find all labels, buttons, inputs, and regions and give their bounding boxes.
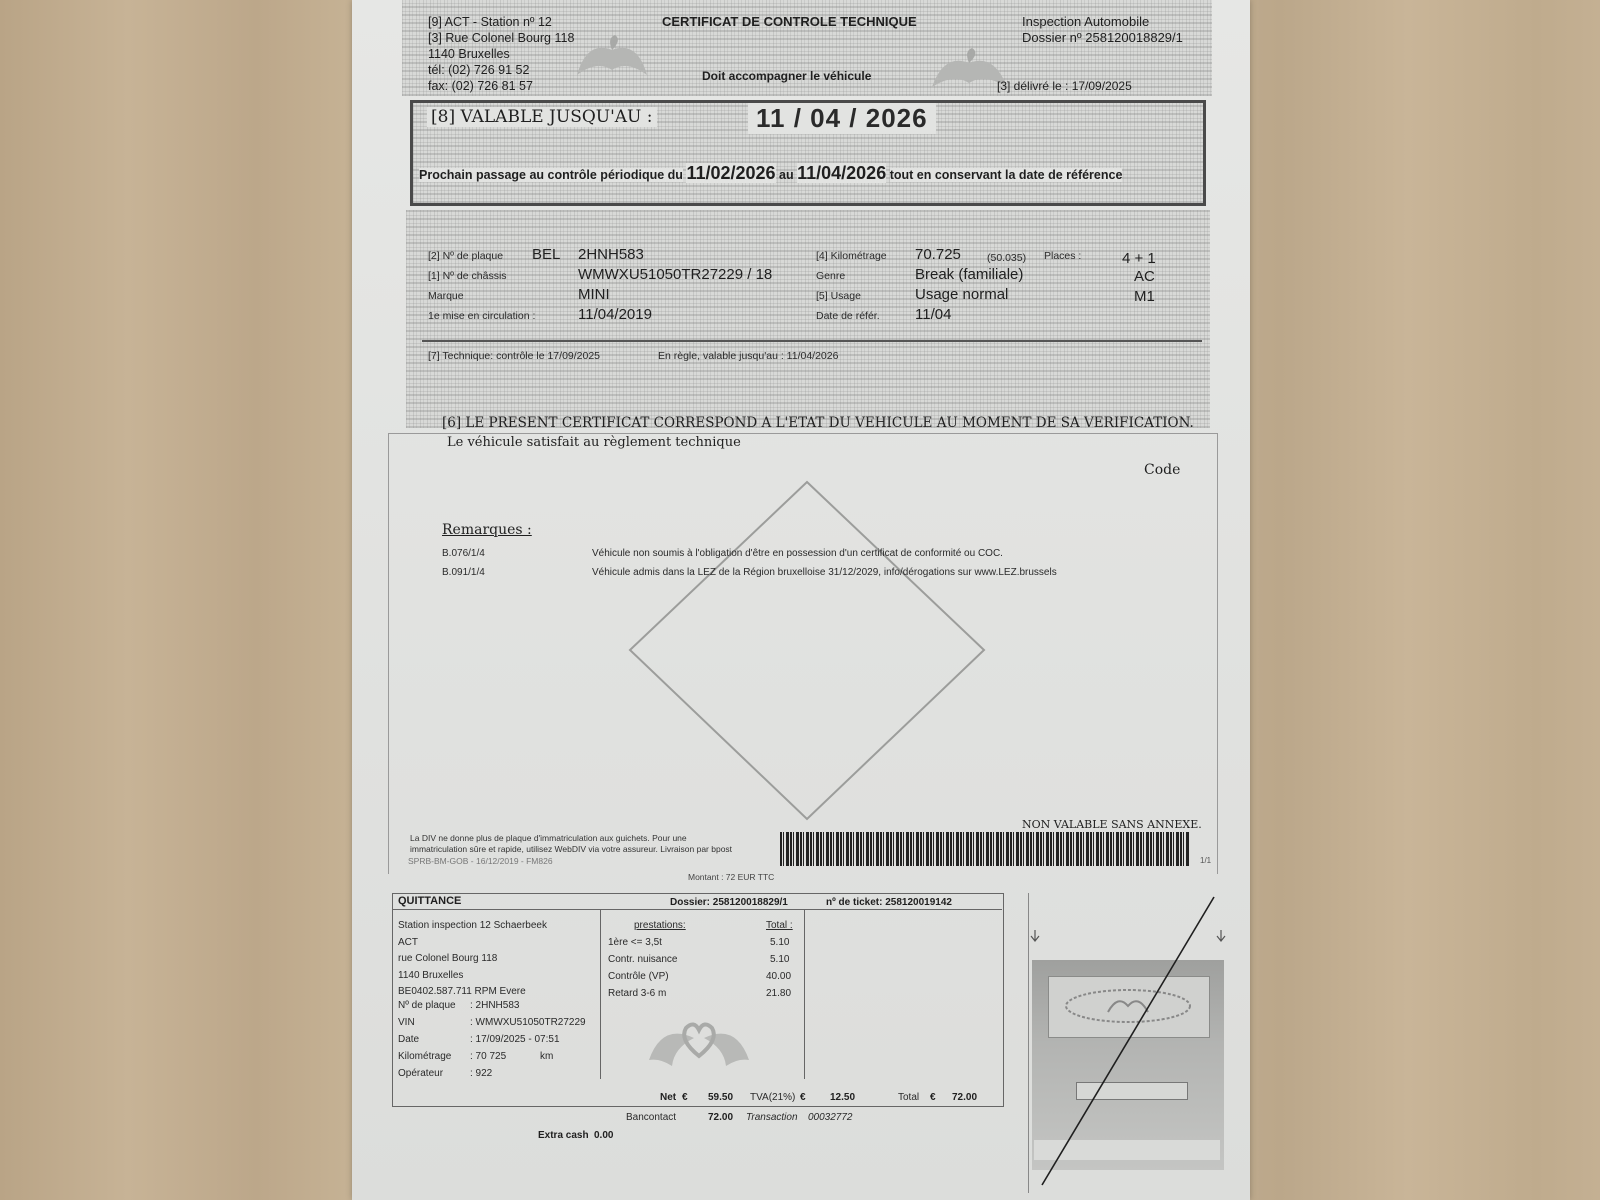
usage-code: M1 bbox=[1134, 288, 1155, 305]
inspection-name: Inspection Automobile bbox=[1022, 14, 1150, 29]
extra-cash-label: Extra cash bbox=[538, 1130, 589, 1141]
marque-value: MINI bbox=[578, 286, 610, 303]
receipt-station-line: BE0402.587.711 RPM Evere bbox=[398, 986, 526, 997]
div-notice-line: La DIV ne donne plus de plaque d'immatriculation aux guichets. Pour une bbox=[410, 833, 687, 843]
next-inspection-line bbox=[419, 163, 1122, 184]
vehicle-separator bbox=[422, 340, 1202, 342]
receipt-station-line: ACT bbox=[398, 936, 418, 948]
receipt-plate-label: Nº de plaque bbox=[398, 1000, 456, 1011]
next-from: 11/02/2026 bbox=[686, 163, 776, 183]
receipt-station-line: Station inspection 12 Schaerbeek bbox=[398, 920, 547, 931]
station-tel: tél: (02) 726 91 52 bbox=[428, 63, 530, 77]
remarks-title: Remarques : bbox=[442, 522, 532, 538]
total-euro: € bbox=[930, 1092, 936, 1103]
vat-value: 12.50 bbox=[830, 1092, 856, 1103]
amount-line: Montant : 72 EUR TTC bbox=[688, 872, 775, 882]
usage-value: Usage normal bbox=[915, 286, 1009, 303]
code-label: Code bbox=[1144, 462, 1181, 478]
next-prefix: Prochain passage au contrôle périodique du bbox=[419, 168, 683, 182]
reference-date-value: 11/04 bbox=[915, 306, 952, 323]
dossier-number: Dossier nº 258120018829/1 bbox=[1022, 30, 1183, 45]
first-registration-value: 11/04/2019 bbox=[578, 306, 652, 323]
marque-label: Marque bbox=[428, 290, 464, 302]
station-line: [9] ACT - Station nº 12 bbox=[428, 15, 552, 29]
plate-label: [2] Nº de plaque bbox=[428, 250, 504, 262]
receipt-station-line: rue Colonel Bourg 118 bbox=[398, 953, 498, 964]
bancontact-value: 72.00 bbox=[708, 1112, 734, 1123]
prestations-header: prestations: bbox=[634, 920, 686, 931]
chassis-label: [1] Nº de châssis bbox=[428, 270, 507, 282]
service-item-amount: 40.00 bbox=[766, 971, 792, 982]
receipt-km-value: : 70 725 bbox=[470, 1051, 507, 1062]
net-label: Net bbox=[660, 1092, 677, 1103]
valid-until-line: En règle, valable jusqu'au : 11/04/2026 bbox=[658, 350, 839, 362]
div-notice bbox=[410, 833, 732, 855]
satisfies-statement: Le véhicule satisfait au règlement technique bbox=[447, 435, 741, 450]
station-address bbox=[428, 14, 618, 94]
vat-label: TVA(21%) bbox=[750, 1092, 796, 1103]
first-registration-label: 1e mise en circulation : bbox=[428, 310, 536, 322]
service-item-name: Retard 3-6 m bbox=[608, 988, 667, 999]
receipt-dossier: Dossier: 258120018829/1 bbox=[670, 897, 788, 908]
net-euro: € bbox=[682, 1092, 688, 1103]
inspection-info bbox=[1022, 14, 1222, 46]
bancontact-label: Bancontact bbox=[626, 1112, 677, 1123]
receipt-station-block bbox=[398, 918, 547, 1001]
next-mid: au bbox=[779, 168, 794, 182]
total-label: Total bbox=[898, 1092, 920, 1103]
next-to: 11/04/2026 bbox=[797, 163, 887, 183]
receipt-plate-value: : 2HNH583 bbox=[470, 1000, 520, 1011]
usage-label: [5] Usage bbox=[816, 290, 861, 302]
service-item-name: Contr. nuisance bbox=[608, 954, 678, 965]
page-number: 1/1 bbox=[1200, 856, 1212, 865]
receipt-title: QUITTANCE bbox=[398, 895, 462, 907]
div-notice-line: immatriculation sûre et rapide, utilisez WebDIV via votre assureur. Livraison par bpost bbox=[410, 844, 733, 854]
genre-value: Break (familiale) bbox=[915, 266, 1024, 283]
km-previous: (50.035) bbox=[987, 252, 1027, 264]
station-line: [3] Rue Colonel Bourg 118 bbox=[428, 31, 575, 45]
receipt-date-value: : 17/09/2025 - 07:51 bbox=[470, 1034, 560, 1045]
receipt-vin-value: : WMWXU51050TR27229 bbox=[470, 1017, 586, 1028]
receipt-operator-label: Opérateur bbox=[398, 1068, 444, 1079]
certificate-paper bbox=[352, 0, 1250, 1200]
service-item-amount: 5.10 bbox=[770, 937, 790, 948]
service-item-amount: 5.10 bbox=[770, 954, 790, 965]
next-suffix: tout en conservant la date de référence bbox=[889, 168, 1123, 182]
total-header: Total : bbox=[766, 920, 793, 931]
certificate-subtitle: Doit accompagner le véhicule bbox=[702, 69, 872, 83]
service-item-name: Contrôle (VP) bbox=[608, 971, 669, 982]
km-value: 70.725 bbox=[915, 246, 961, 263]
station-fax: fax: (02) 726 81 57 bbox=[428, 79, 533, 93]
form-reference: SPRB-BM-GOB - 16/12/2019 - FM826 bbox=[408, 856, 553, 866]
receipt-divider bbox=[804, 909, 805, 1079]
certificate-title: CERTIFICAT DE CONTROLE TECHNIQUE bbox=[662, 14, 917, 29]
receipt-km-label: Kilométrage bbox=[398, 1051, 452, 1062]
receipt-station-line: 1140 Bruxelles bbox=[398, 969, 464, 981]
places-label: Places : bbox=[1044, 250, 1082, 262]
validity-label: [8] VALABLE JUSQU'AU : bbox=[427, 107, 657, 127]
service-item-amount: 21.80 bbox=[766, 988, 792, 999]
receipt-operator-value: : 922 bbox=[470, 1068, 493, 1079]
delivered-date: [3] délivré le : 17/09/2025 bbox=[997, 79, 1132, 93]
receipt-vin-label: VIN bbox=[398, 1017, 415, 1028]
net-value: 59.50 bbox=[708, 1092, 734, 1103]
genre-code: AC bbox=[1134, 268, 1155, 285]
validity-box bbox=[410, 100, 1206, 206]
total-value: 72.00 bbox=[952, 1092, 978, 1103]
validity-date: 11 / 04 / 2026 bbox=[748, 103, 936, 134]
receipt-km-unit: km bbox=[540, 1051, 554, 1062]
plate-value: 2HNH583 bbox=[578, 246, 644, 263]
barcode bbox=[780, 832, 1190, 866]
vat-euro: € bbox=[800, 1092, 806, 1103]
heart-swan-logo bbox=[644, 1008, 754, 1070]
transaction-label: Transaction bbox=[746, 1112, 798, 1123]
extra-cash-value: 0.00 bbox=[594, 1130, 614, 1141]
non-valable-notice: NON VALABLE SANS ANNEXE. bbox=[1022, 818, 1202, 831]
chassis-value: WMWXU51050TR27229 / 18 bbox=[578, 266, 773, 283]
remark-text: Véhicule non soumis à l'obligation d'être en possession d'un certificat de conformité ou COC. bbox=[592, 548, 1003, 559]
receipt-ticket: nº de ticket: 258120019142 bbox=[826, 897, 952, 908]
receipt-divider bbox=[600, 909, 601, 1079]
remark-code: B.091/1/4 bbox=[442, 567, 485, 578]
remark-code: B.076/1/4 bbox=[442, 548, 485, 559]
transaction-value: 00032772 bbox=[808, 1112, 853, 1123]
places-value: 4 + 1 bbox=[1122, 250, 1156, 267]
certificate-statement: [6] LE PRESENT CERTIFICAT CORRESPOND A L'ETAT DU VEHICULE AU MOMENT DE SA VERIFICATION. bbox=[442, 415, 1194, 431]
plate-country: BEL bbox=[532, 246, 561, 263]
remark-text: Véhicule admis dans la LEZ de la Région bruxelloise 31/12/2029, info/dérogations sur www.LEZ.brussels bbox=[592, 567, 1057, 578]
reference-date-label: Date de référ. bbox=[816, 310, 880, 322]
technical-control-line: [7] Technique: contrôle le 17/09/2025 bbox=[428, 350, 601, 362]
watermark-diamond bbox=[622, 478, 992, 823]
cancellation-slash bbox=[1028, 893, 1226, 1193]
service-item-name: 1ère <= 3,5t bbox=[608, 937, 662, 948]
genre-label: Genre bbox=[816, 270, 846, 282]
station-line: 1140 Bruxelles bbox=[428, 47, 510, 61]
km-label: [4] Kilométrage bbox=[816, 250, 887, 262]
receipt-date-label: Date bbox=[398, 1034, 420, 1045]
